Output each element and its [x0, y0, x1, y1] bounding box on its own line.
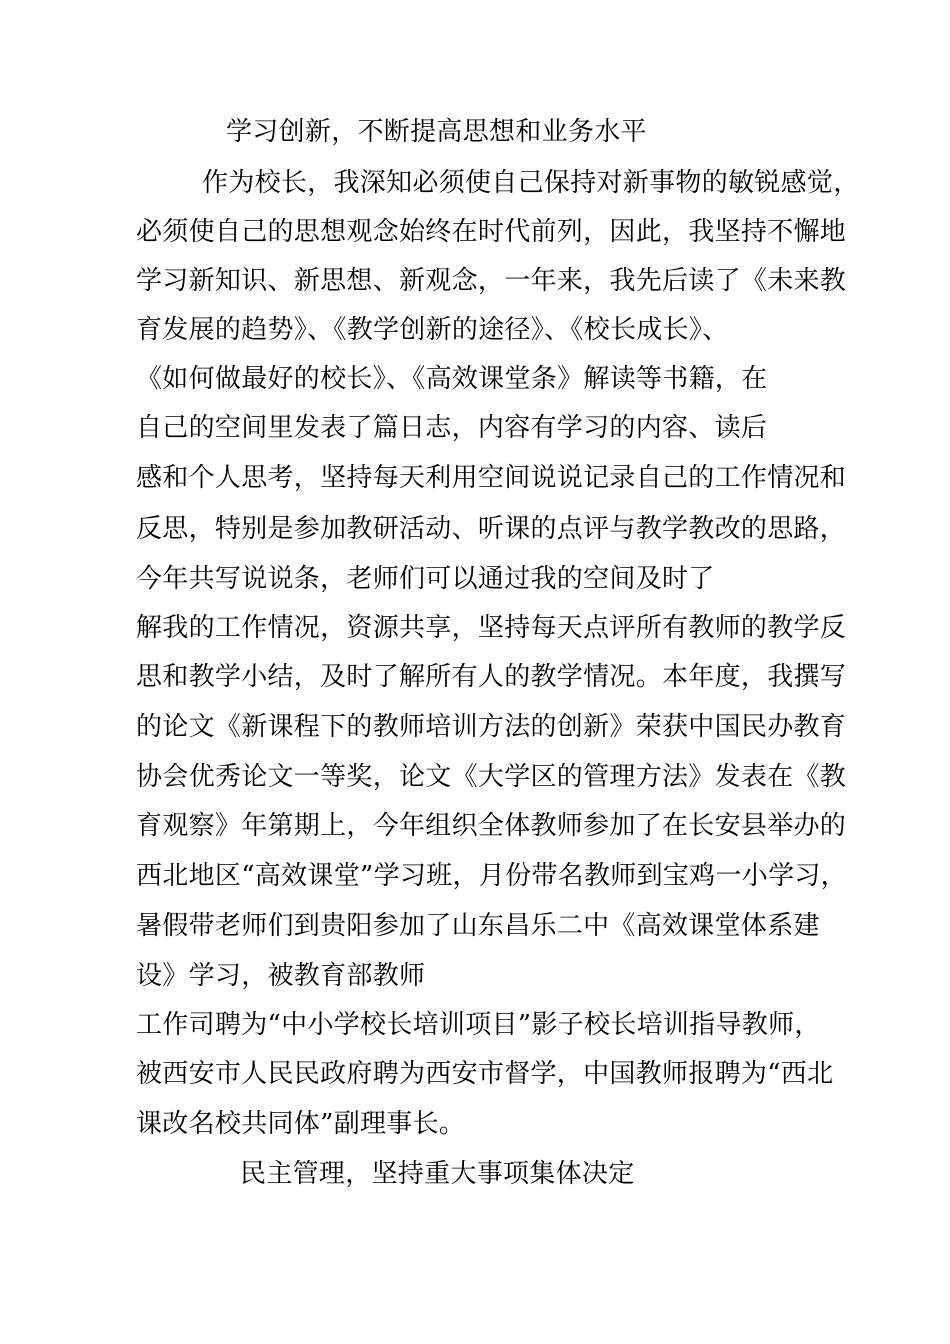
paragraph-line: 暑假带老师们到贵阳参加了山东昌乐二中《高效课堂体系建: [136, 911, 820, 941]
paragraph-line: 育观察》年第期上，今年组织全体教师参加了在长安县举办的: [136, 811, 847, 841]
paragraph-line: 协会优秀论文一等奖，论文《大学区的管理方法》发表在《教: [136, 762, 847, 792]
paragraph-line: 工作司聘为“中小学校长培训项目”影子校长培训指导教师，: [136, 1010, 821, 1040]
paragraph-line: 作为校长，我深知必须使自己保持对新事物的敏锐感觉，: [202, 168, 860, 198]
paragraph-line: 感和个人思考，坚持每天利用空间说说记录自己的工作情况和: [136, 463, 847, 493]
paragraph-line: 解我的工作情况，资源共享，坚持每天点评所有教师的教学反: [136, 613, 847, 643]
section-heading-democratic-management: 民主管理，坚持重大事项集体决定: [240, 1159, 635, 1189]
paragraph-line: 设》学习，被教育部教师: [136, 961, 426, 991]
paragraph-line: 西北地区“高效课堂”学习班，月份带名教师到宝鸡一小学习，: [136, 861, 847, 891]
paragraph-line: 《如何做最好的校长》、《高效课堂条》解读等书籍，在: [136, 364, 768, 394]
paragraph-line: 被西安市人民民政府聘为西安市督学，中国教师报聘为“西北: [136, 1059, 834, 1089]
paragraph-line: 学习新知识、新思想、新观念，一年来，我先后读了《未来教: [136, 266, 847, 296]
paragraph-line: 今年共写说说条，老师们可以通过我的空间及时了: [136, 564, 715, 594]
paragraph-line: 自己的空间里发表了篇日志，内容有学习的内容、读后: [136, 413, 768, 443]
paragraph-line: 课改名校共同体”副理事长。: [136, 1109, 466, 1139]
section-heading-learning-innovation: 学习创新，不断提高思想和业务水平: [226, 117, 647, 147]
paragraph-line: 的论文《新课程下的教师培训方法的创新》荣获中国民办教育: [136, 712, 847, 742]
paragraph-line: 必须使自己的思想观念始终在时代前列，因此，我坚持不懈地: [136, 217, 847, 247]
paragraph-line: 反思，特别是参加教研活动、听课的点评与教学教改的思路，: [136, 514, 847, 544]
paragraph-line: 育发展的趋势》、《教学创新的途径》、《校长成长》、: [136, 315, 729, 345]
paragraph-line: 思和教学小结，及时了解所有人的教学情况。本年度，我撰写: [136, 662, 847, 692]
